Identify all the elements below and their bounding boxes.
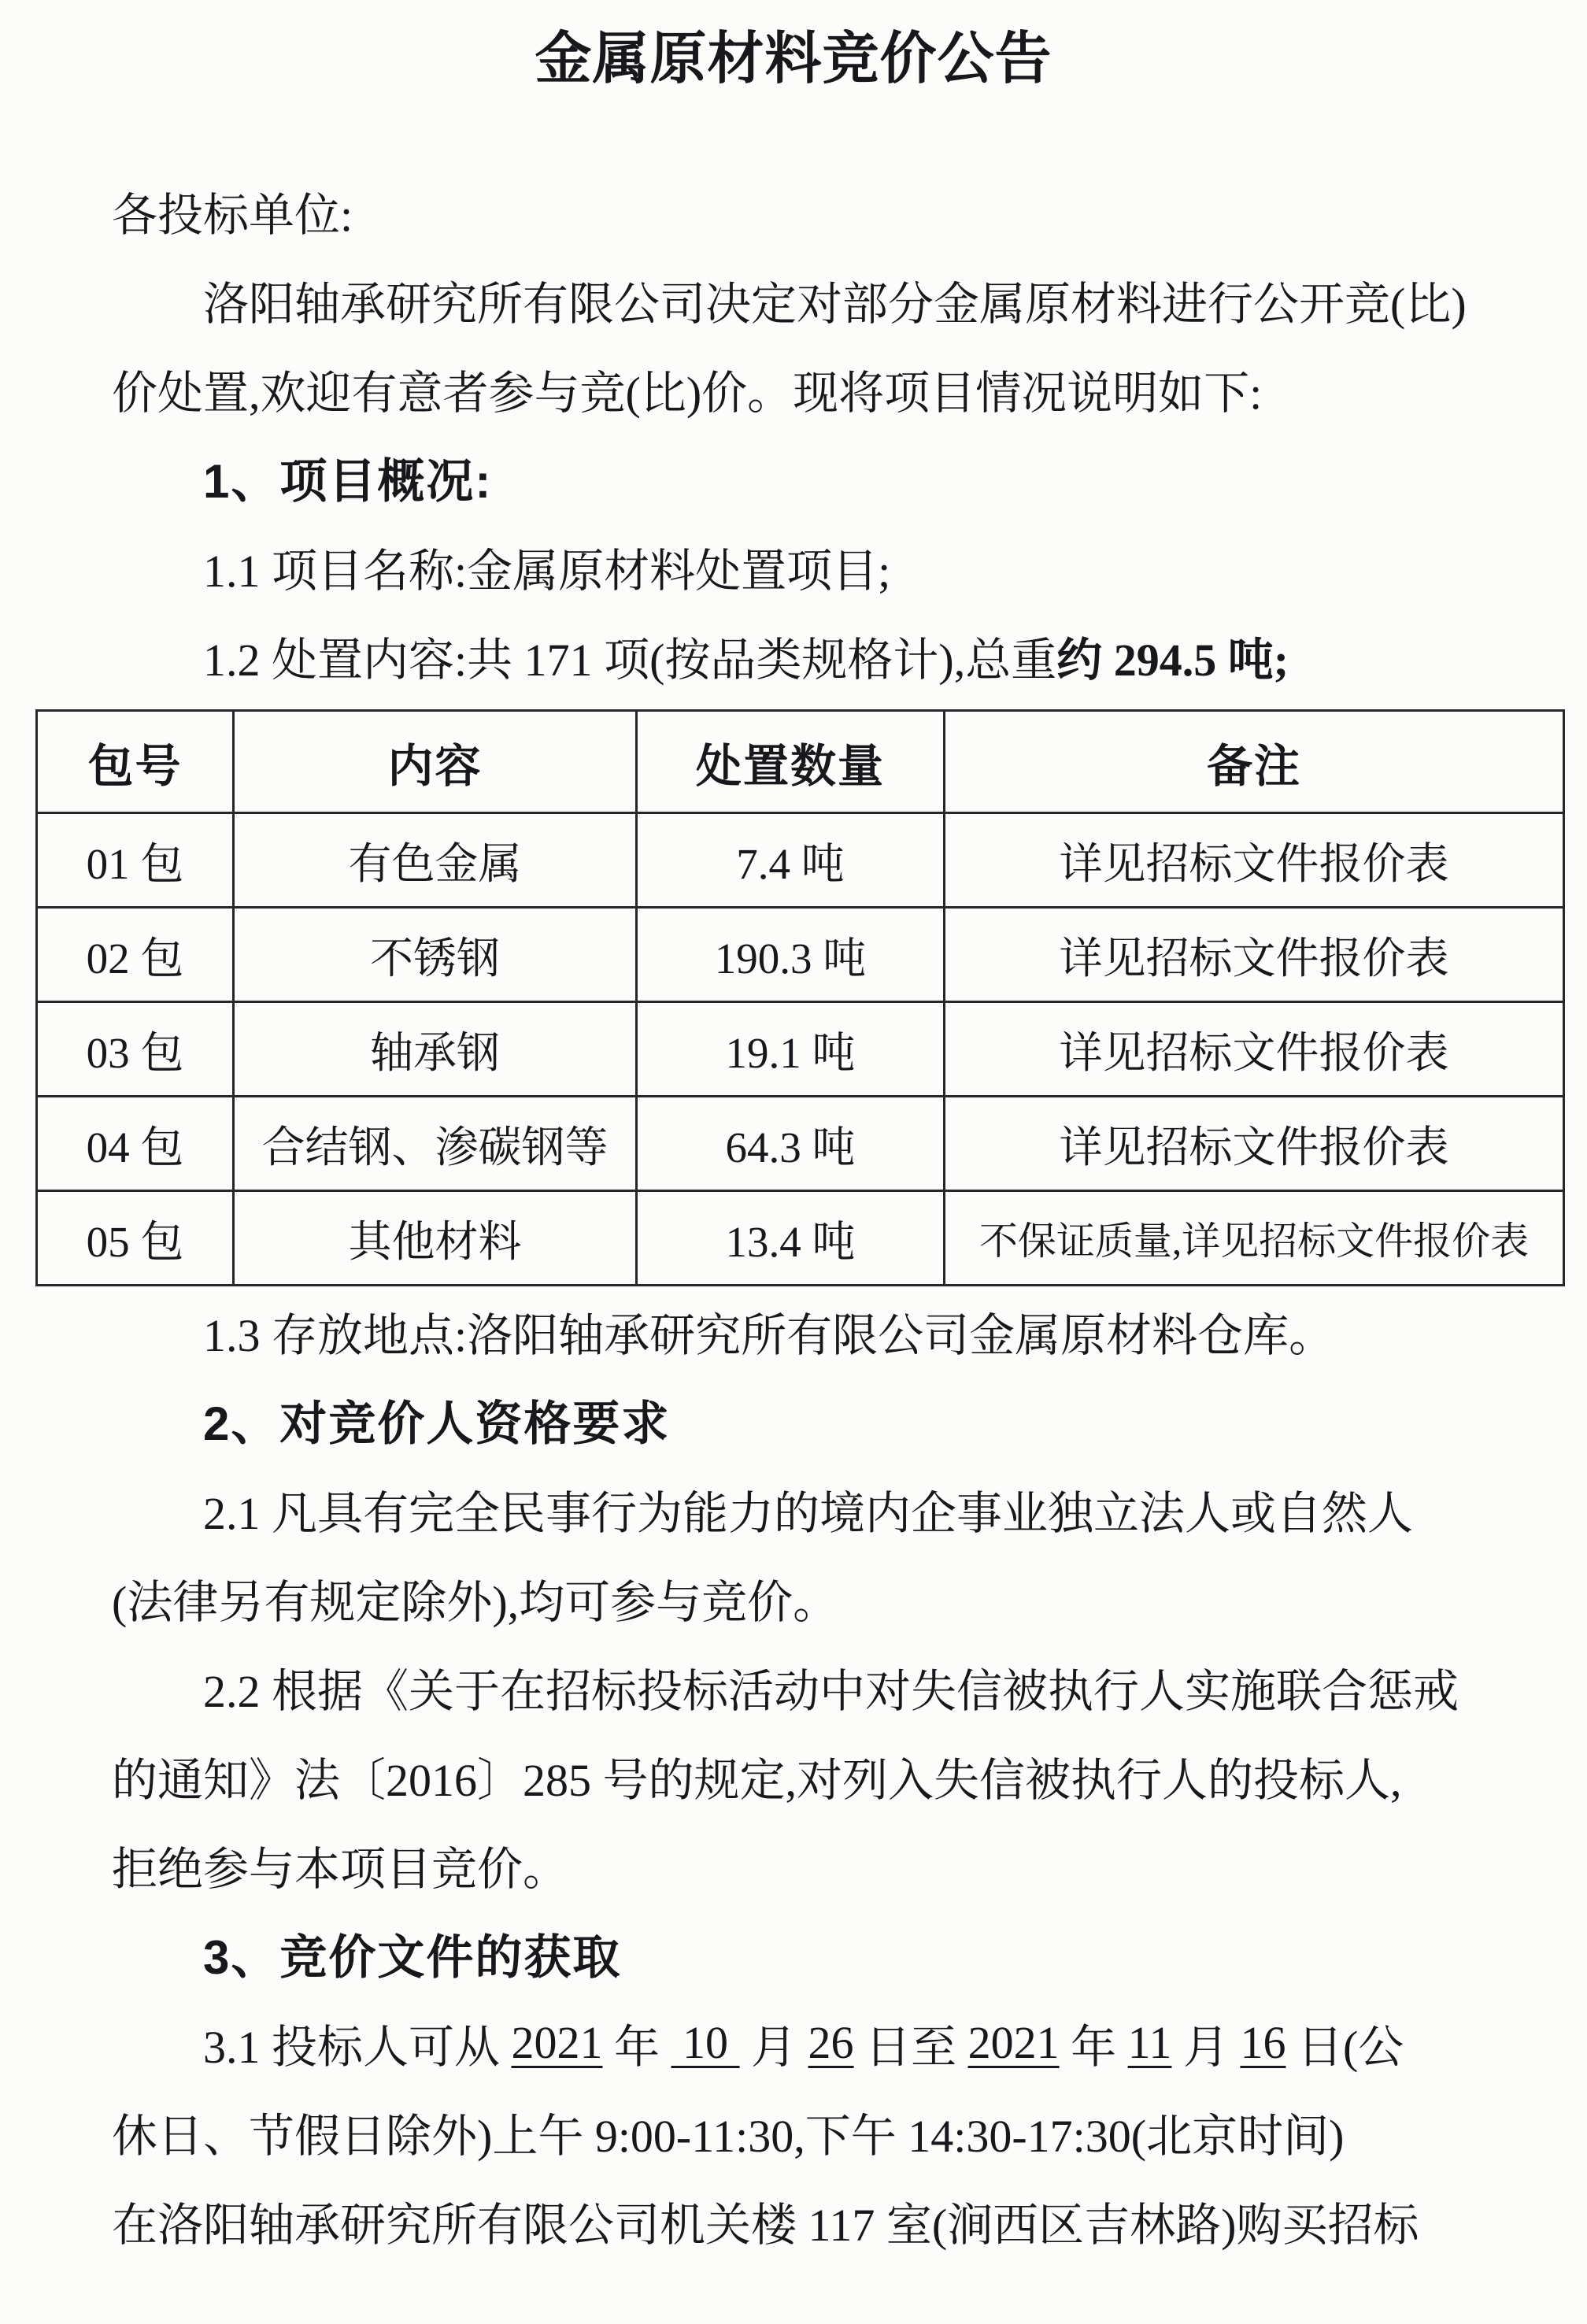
cell-quantity: 7.4 吨	[637, 813, 945, 908]
cell-package-no: 03 包	[37, 1002, 234, 1097]
item-3-1-text: 年	[602, 2021, 671, 2073]
item-1-3: 1.3 存放地点:洛阳轴承研究所有限公司金属原材料仓库。	[203, 1309, 1335, 1361]
end-day-underlined: 16	[1240, 2017, 1286, 2068]
cell-package-no: 01 包	[37, 813, 234, 908]
table-header-row	[37, 711, 1564, 813]
item-1-2	[112, 611, 1537, 700]
cell-content: 轴承钢	[234, 1002, 637, 1097]
cell-package-no: 04 包	[37, 1097, 234, 1191]
document-page	[0, 24, 1587, 2324]
item-3-1-text: 月	[1171, 2021, 1241, 2073]
start-day-underlined: 26	[808, 2017, 854, 2068]
start-month-underlined: 10	[671, 2017, 740, 2068]
item-3-1-text: 年	[1059, 2021, 1128, 2073]
table-row	[37, 813, 1564, 908]
item-2-2-line-3: 拒绝参与本项目竞价。	[112, 1843, 569, 1895]
cell-package-no: 05 包	[37, 1191, 234, 1286]
table-row	[37, 908, 1564, 1002]
start-year-underlined: 2021	[511, 2017, 603, 2068]
section-2-heading: 2、对竞价人资格要求	[203, 1397, 671, 1450]
cell-remark: 详见招标文件报价表	[945, 1097, 1564, 1191]
item-2-1-line-1: 2.1 凡具有完全民事行为能力的境内企事业独立法人或自然人	[203, 1487, 1414, 1539]
item-3-1-text: 月	[739, 2021, 808, 2073]
salutation: 各投标单位:	[112, 189, 353, 241]
intro-line-2: 价处置,欢迎有意者参与竞(比)价。现将项目情况说明如下:	[112, 367, 1263, 419]
item-1-2-bold-total-weight: 约 294.5 吨;	[1056, 634, 1289, 686]
item-1-1: 1.1 项目名称:金属原材料处置项目;	[203, 545, 891, 597]
cell-remark: 详见招标文件报价表	[945, 813, 1564, 908]
item-3-1-text: 3.1 投标人可从	[203, 2021, 512, 2073]
column-header-quantity: 处置数量	[637, 711, 945, 813]
document-body	[0, 166, 1587, 2265]
item-2-2-line-2: 的通知》法〔2016〕285 号的规定,对列入失信被执行人的投标人,	[112, 1754, 1402, 1806]
cell-content: 不锈钢	[234, 908, 637, 1002]
intro-line-1: 洛阳轴承研究所有限公司决定对部分金属原材料进行公开竞(比)	[203, 278, 1467, 330]
cell-remark: 不保证质量,详见招标文件报价表	[945, 1191, 1564, 1286]
packages-table	[35, 709, 1565, 1286]
column-header-content: 内容	[234, 711, 637, 813]
cell-remark: 详见招标文件报价表	[945, 908, 1564, 1002]
item-3-1-line-1	[112, 1998, 1537, 2087]
cell-content: 合结钢、渗碳钢等	[234, 1097, 637, 1191]
item-1-2-normal-text: 1.2 处置内容:共 171 项(按品类规格计),总重	[203, 634, 1057, 686]
cell-package-no: 02 包	[37, 908, 234, 1002]
item-2-2-line-1: 2.2 根据《关于在招标投标活动中对失信被执行人实施联合惩戒	[203, 1665, 1459, 1717]
cell-quantity: 64.3 吨	[637, 1097, 945, 1191]
item-3-1-text: 日(公	[1286, 2021, 1404, 2073]
section-3-heading: 3、竞价文件的获取	[203, 1930, 622, 1984]
end-month-underlined: 11	[1127, 2017, 1172, 2068]
cell-remark: 详见招标文件报价表	[945, 1002, 1564, 1097]
page-title: 金属原材料竞价公告	[535, 28, 1052, 91]
table-row	[37, 1002, 1564, 1097]
column-header-package-no: 包号	[37, 711, 234, 813]
item-3-1-line-3: 在洛阳轴承研究所有限公司机关楼 117 室(涧西区吉林路)购买招标	[112, 2199, 1419, 2251]
column-header-remark: 备注	[945, 711, 1564, 813]
end-year-underlined: 2021	[967, 2017, 1060, 2068]
cell-content: 其他材料	[234, 1191, 637, 1286]
cell-content: 有色金属	[234, 813, 637, 908]
item-3-1-line-2: 休日、节假日除外)上午 9:00-11:30,下午 14:30-17:30(北京时间)	[112, 2110, 1345, 2162]
item-2-1-line-2: (法律另有规定除外),均可参与竞价。	[112, 1576, 839, 1628]
cell-quantity: 13.4 吨	[637, 1191, 945, 1286]
item-3-1-text: 日至	[853, 2021, 968, 2073]
section-1-heading: 1、项目概况:	[203, 454, 493, 508]
cell-quantity: 190.3 吨	[637, 908, 945, 1002]
cell-quantity: 19.1 吨	[637, 1002, 945, 1097]
table-row	[37, 1097, 1564, 1191]
table-row	[37, 1191, 1564, 1286]
